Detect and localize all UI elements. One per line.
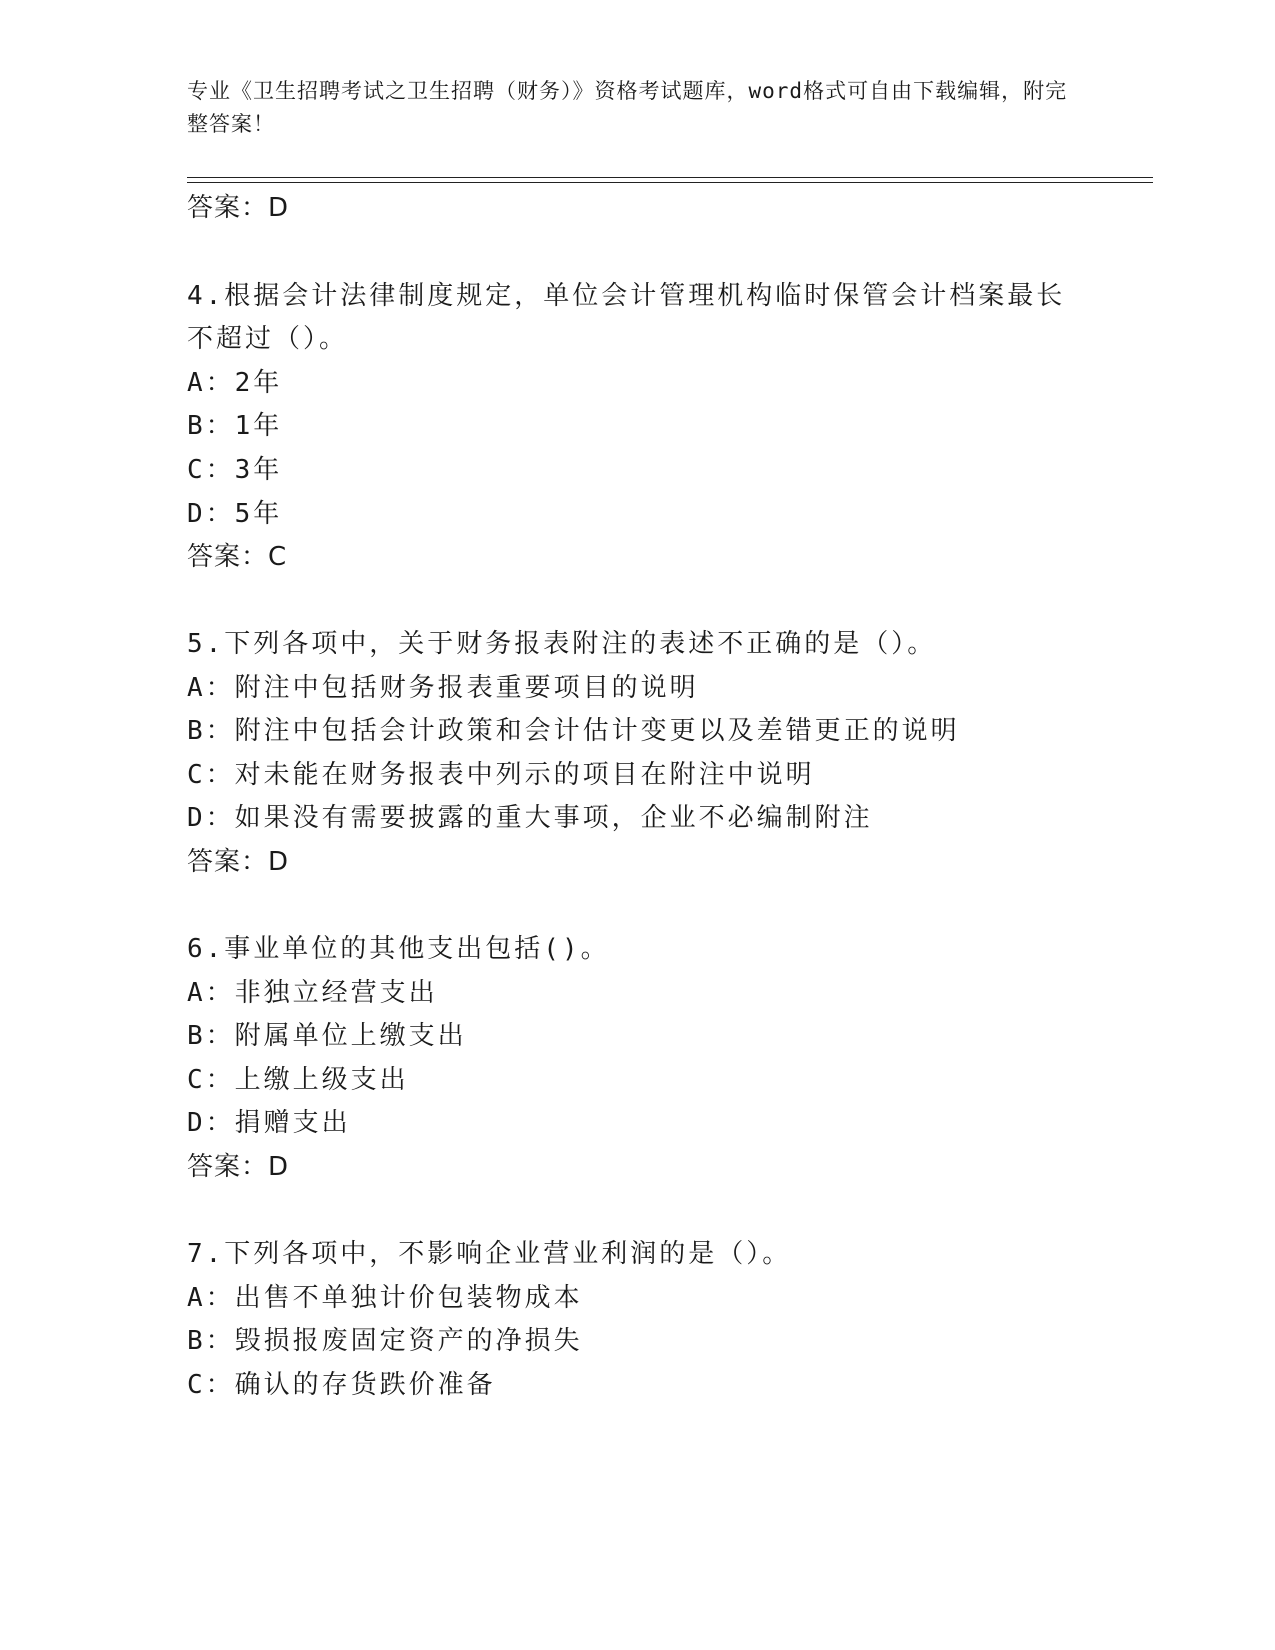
question-5-option-d: D：如果没有需要披露的重大事项，企业不必编制附注 (187, 803, 873, 833)
header-divider-top (187, 177, 1153, 178)
answer-q6: 答案：D (187, 1152, 290, 1182)
question-4-stem-line2: 不超过（）。 (187, 324, 349, 354)
question-5-option-a: A：附注中包括财务报表重要项目的说明 (187, 673, 699, 703)
question-6-stem-line1: 6.事业单位的其他支出包括()。 (187, 934, 610, 964)
question-7-option-a: A：出售不单独计价包装物成本 (187, 1283, 583, 1313)
question-5-option-c: C：对未能在财务报表中列示的项目在附注中说明 (187, 760, 815, 790)
answer-q3: 答案：D (187, 193, 290, 223)
question-4-stem-line1: 4.根据会计法律制度规定，单位会计管理机构临时保管会计档案最长 (187, 281, 1066, 311)
question-7-option-c: C：确认的存货跌价准备 (187, 1370, 496, 1400)
question-4-option-b: B：1年 (187, 411, 283, 441)
header-divider-bottom (187, 182, 1153, 183)
answer-q5: 答案：D (187, 847, 290, 877)
question-6-option-b: B：附属单位上缴支出 (187, 1021, 467, 1051)
question-5-stem-line1: 5.下列各项中，关于财务报表附注的表述不正确的是（）。 (187, 629, 937, 659)
question-4-option-a: A：2年 (187, 368, 283, 398)
document-header: 专业《卫生招聘考试之卫生招聘（财务）》资格考试题库，word格式可自由下载编辑，附完整答案！ (187, 79, 1068, 136)
question-5-option-b: B：附注中包括会计政策和会计估计变更以及差错更正的说明 (187, 716, 960, 746)
question-7-stem-line1: 7.下列各项中，不影响企业营业利润的是（）。 (187, 1239, 792, 1269)
question-6-option-d: D：捐赠支出 (187, 1108, 351, 1138)
question-7-option-b: B：毁损报废固定资产的净损失 (187, 1326, 583, 1356)
question-6-option-c: C：上缴上级支出 (187, 1065, 409, 1095)
question-4-option-c: C：3年 (187, 455, 283, 485)
question-6-option-a: A：非独立经营支出 (187, 978, 438, 1008)
answer-q4: 答案：C (187, 542, 288, 572)
question-4-option-d: D：5年 (187, 499, 283, 529)
